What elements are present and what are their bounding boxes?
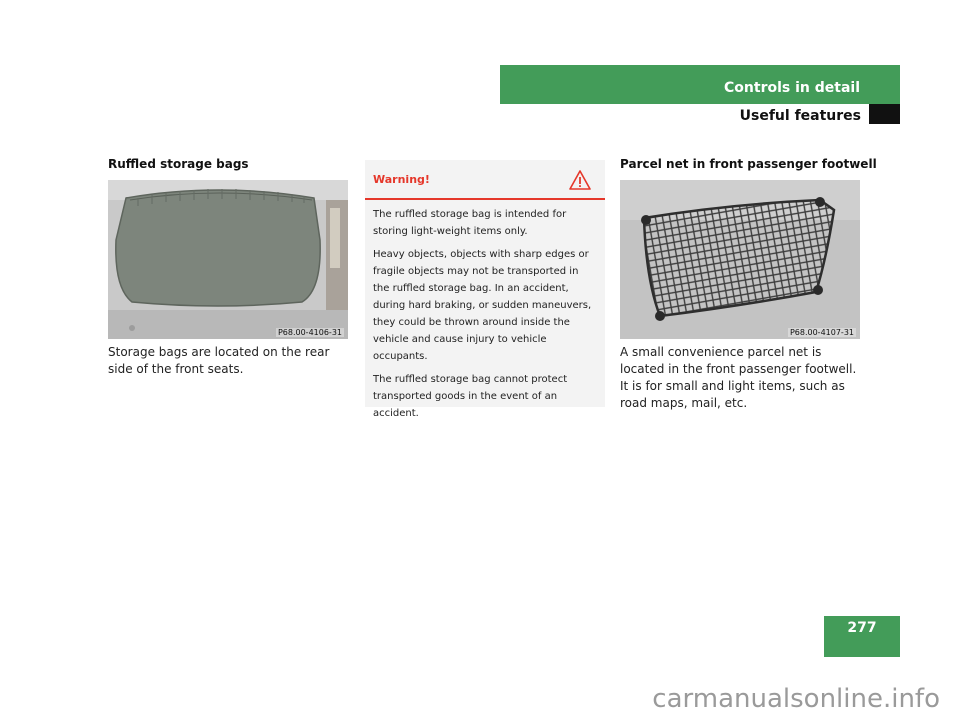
image-reference-code: P68.00-4106-31 [277,328,342,337]
subsection-title: Useful features [739,108,861,124]
header-band [500,65,900,104]
warning-paragraph: Heavy objects, objects with sharp edges or fragile objects may not be transported in the ruffled storage bag. In an accident, during hard braking, or sudden maneuvers, they could be thrown around inside the vehicle and cause injury to vehicle occupants. [373,249,592,362]
parcel-net-heading: Parcel net in front passenger footwell [620,157,877,171]
image-reference-code: P68.00-4107-31 [789,328,854,337]
header-marker [869,104,900,124]
storage-bag-illustration [108,180,348,339]
storage-bags-heading: Ruffled storage bags [108,157,249,171]
warning-header [365,160,605,200]
section-title: Controls in detail [724,80,860,96]
page-number-box [824,616,900,657]
page-number: 277 [847,620,877,636]
storage-bag-photo [108,180,348,339]
warning-triangle-icon [569,170,591,194]
parcel-net-photo [620,180,860,339]
parcel-net-illustration [620,180,860,339]
warning-label: Warning! [373,173,430,186]
watermark: carmanualsonline.info [652,684,940,714]
parcel-net-description: A small convenience parcel net is located in the front passenger footwell. It is for small and light items, such as road maps, mail, etc. [620,345,857,410]
storage-bags-description: Storage bags are located on the rear side of the front seats. [108,345,330,376]
warning-paragraph: The ruffled storage bag is intended for storing light-weight items only. [373,209,567,237]
warning-box [365,160,605,419]
warning-body [365,200,605,422]
warning-paragraph: The ruffled storage bag cannot protect transported goods in the event of an accident. [373,374,568,419]
